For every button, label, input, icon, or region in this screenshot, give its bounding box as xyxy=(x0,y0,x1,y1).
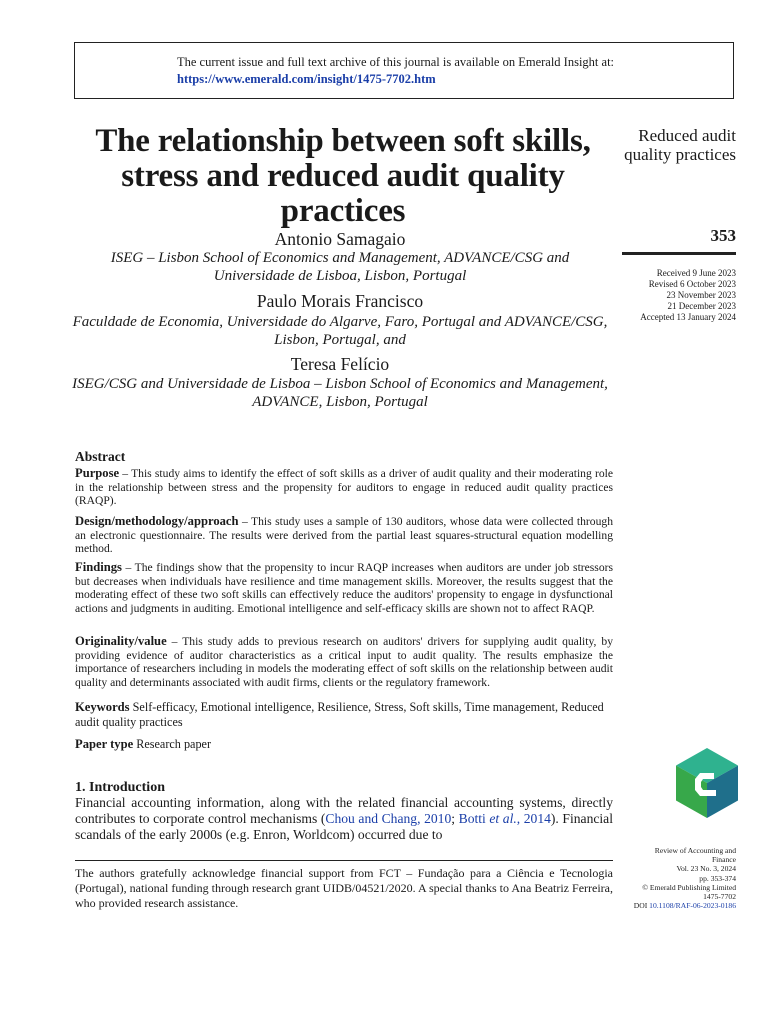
journal-info xyxy=(596,846,736,910)
keywords xyxy=(75,700,613,730)
journal-line: 1475-7702 xyxy=(703,892,736,902)
citation-separator: ; xyxy=(451,811,459,827)
citation-part: et al. xyxy=(489,811,517,827)
author-affiliation: ISEG/CSG and Universidade de Lisboa – Lisbon School of Economics and Management, ADVANCE, Lisbon, Portugal xyxy=(72,376,608,410)
citation-link[interactable] xyxy=(459,811,551,826)
date-line: Accepted 13 January 2024 xyxy=(640,312,736,322)
intro-text: ). Financial scandals of the early 2000s (e.g. Enron, Worldcom) occurred due to xyxy=(75,811,613,843)
findings-label: Findings xyxy=(75,560,122,574)
paper-type-label: Paper type xyxy=(75,737,134,751)
journal-line: pp. 353-374 xyxy=(699,873,736,883)
intro-paragraph xyxy=(75,795,613,844)
design-text: – This study uses a sample of 130 auditors, whose data were collected through an electronic questionnaire. The results were derived from the partial least squares-structural equation modelling method. xyxy=(75,515,613,556)
margin-rule xyxy=(622,252,736,255)
journal-line: © Emerald Publishing Limited xyxy=(642,882,736,892)
author-affiliation: ISEG – Lisbon School of Economics and Management, ADVANCE/CSG and Universidade de Lisboa, Lisbon, Portugal xyxy=(110,250,570,284)
date-line: 23 November 2023 xyxy=(666,290,736,300)
notice-text: The current issue and full text archive of this journal is available on Emerald Insight at: xyxy=(177,55,615,69)
originality-text: – This study adds to previous research on auditors' drivers for supplying audit quality, by providing evidence of auditor characteristics as a critical input to audit quality. The results emphasize the importance of researchers including in models the moderating effect of soft skills on the relationship between audit quality and determinants associated with audit firms, clients or the regulatory framework. xyxy=(75,635,613,689)
journal-line: Vol. 23 No. 3, 2024 xyxy=(676,864,736,874)
citation-part: , 2014 xyxy=(516,811,551,827)
running-head: Reduced audit quality practices xyxy=(624,126,736,164)
abstract-purpose xyxy=(75,467,613,508)
author-affiliation: Faculdade de Economia, Universidade do Algarve, Faro, Portugal and ADVANCE/CSG, Lisbon, Portugal, and xyxy=(72,314,608,348)
citation-part: Botti xyxy=(458,811,490,827)
abstract-originality xyxy=(75,635,613,689)
keywords-label: Keywords xyxy=(75,700,130,714)
keywords-text: Self-efficacy, Emotional intelligence, Resilience, Stress, Soft skills, Time management, Reduced audit quality practices xyxy=(75,700,604,729)
date-line: Received 9 June 2023 xyxy=(656,268,736,278)
paper-type xyxy=(75,737,211,752)
purpose-text: – This study aims to identify the effect of soft skills as a driver of audit quality and their moderating role in the relationship between stress and the propensity for auditors to engage in reduced audit quality practices (RAQP). xyxy=(75,467,613,508)
date-line: 21 December 2023 xyxy=(667,301,736,311)
abstract-findings xyxy=(75,561,613,615)
abstract-heading: Abstract xyxy=(75,449,126,464)
article-title: The relationship between soft skills, stress and reduced audit quality practices xyxy=(95,123,591,229)
purpose-label: Purpose xyxy=(75,466,120,480)
date-line: Revised 6 October 2023 xyxy=(648,279,736,289)
journal-url-link[interactable]: https://www.emerald.com/insight/1475-7702.htm xyxy=(177,72,436,86)
journal-line: Review of Accounting and xyxy=(654,846,736,855)
journal-line: Finance xyxy=(711,855,736,865)
section-heading: 1. Introduction xyxy=(75,780,165,795)
journal-notice-box xyxy=(74,42,734,99)
emerald-logo-icon xyxy=(676,748,738,818)
abstract-design xyxy=(75,515,613,556)
author-name: Antonio Samagaio xyxy=(274,229,406,249)
article-dates xyxy=(586,268,736,323)
author-name: Paulo Morais Francisco xyxy=(256,291,424,311)
doi-line xyxy=(596,901,736,910)
originality-label: Originality/value xyxy=(75,634,167,648)
intro-text: Financial accounting information, along with the related financial accounting systems, directly contributes to corporate control mechanisms ( xyxy=(75,795,613,827)
findings-text: – The findings show that the propensity to incur RAQP increases when auditors are under job stressors but decreases when individuals have resilience and time management skills. Moreover, the results suggest that the moderating effect of these two soft skills can effectively reduce the auditors' propensity to engage in dysfunctional actions and judgments in auditing. Emotional intelligence and self-efficacy skills are shown not to affect RAQP. xyxy=(75,561,613,615)
design-label: Design/methodology/approach xyxy=(75,514,239,528)
paper-type-text: Research paper xyxy=(133,737,212,751)
doi-link[interactable]: 10.1108/RAF-06-2023-0186 xyxy=(649,901,736,911)
doi-label: DOI xyxy=(633,901,648,911)
page-number: 353 xyxy=(710,226,736,245)
acknowledgement-footnote: The authors gratefully acknowledge financial support from FCT – Fundação para a Ciência e Tecnologia (Portugal), national funding through research grant UIDB/04521/2020. A special thanks to Ana Beatriz Ferreira, who provided research assistance. xyxy=(75,866,613,910)
footnote-divider xyxy=(75,860,613,861)
citation-link[interactable]: Chou and Chang, 2010 xyxy=(325,811,452,827)
author-name: Teresa Felício xyxy=(290,354,390,374)
